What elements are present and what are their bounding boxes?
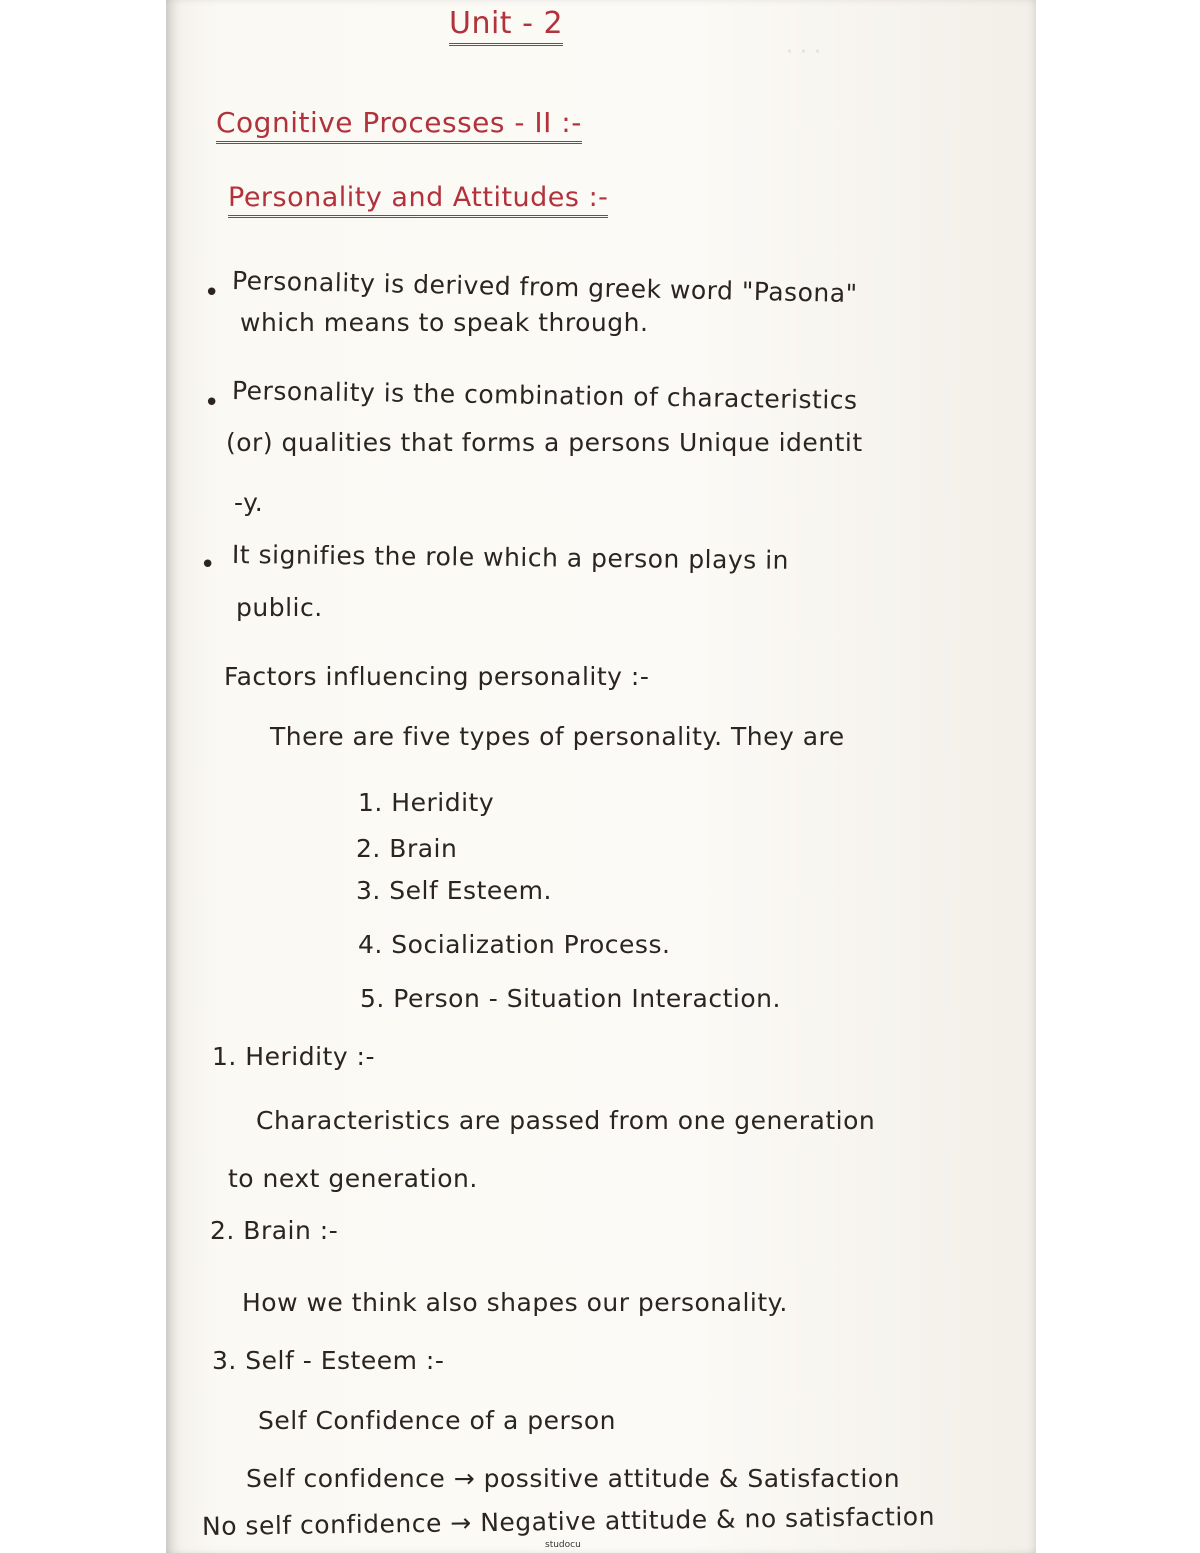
- factor-item: 4. Socialization Process.: [358, 930, 671, 959]
- unit-title: Unit - 2: [449, 6, 563, 41]
- bullet-dot: •: [200, 550, 216, 580]
- heridity-heading: 1. Heridity :-: [212, 1042, 376, 1071]
- subsection-title: Personality and Attitudes :-: [228, 182, 608, 213]
- factors-heading: Factors influencing personality :-: [224, 662, 650, 691]
- bullet-2-line-3: -y.: [234, 488, 264, 517]
- bullet-dot: •: [204, 388, 220, 418]
- factors-intro: There are five types of personality. They are: [270, 722, 845, 751]
- bullet-dot: •: [204, 278, 220, 308]
- self-esteem-positive: Self confidence → possitive attitude & Satisfaction: [246, 1464, 901, 1493]
- heridity-text-line-2: to next generation.: [228, 1164, 478, 1193]
- bullet-3-line-1: It signifies the role which a person plays in: [231, 540, 790, 575]
- self-esteem-negative: No self confidence → Negative attitude & no satisfaction: [201, 1501, 936, 1541]
- self-esteem-text: Self Confidence of a person: [258, 1406, 616, 1435]
- watermark-logo: studocu: [545, 1540, 581, 1550]
- show-through-texture: · · ·: [786, 40, 821, 65]
- section-title: Cognitive Processes - II :-: [216, 106, 582, 139]
- brain-text: How we think also shapes our personality.: [242, 1288, 788, 1317]
- factor-item: 2. Brain: [356, 834, 458, 863]
- bullet-1-line-1: Personality is derived from greek word "Pasona": [231, 266, 858, 309]
- heridity-text-line-1: Characteristics are passed from one generation: [256, 1106, 876, 1135]
- bullet-1-line-2: which means to speak through.: [240, 308, 649, 337]
- self-esteem-heading: 3. Self - Esteem :-: [212, 1346, 445, 1375]
- notebook-page: [166, 0, 1036, 1553]
- bullet-2-line-1: Personality is the combination of characteristics: [231, 376, 858, 415]
- brain-heading: 2. Brain :-: [210, 1216, 339, 1245]
- factor-item: 5. Person - Situation Interaction.: [360, 984, 781, 1013]
- bullet-3-line-2: public.: [236, 593, 323, 622]
- bullet-2-line-2: (or) qualities that forms a persons Unique identit: [226, 428, 863, 457]
- factor-item: 3. Self Esteem.: [356, 876, 552, 905]
- factor-item: 1. Heridity: [358, 788, 495, 817]
